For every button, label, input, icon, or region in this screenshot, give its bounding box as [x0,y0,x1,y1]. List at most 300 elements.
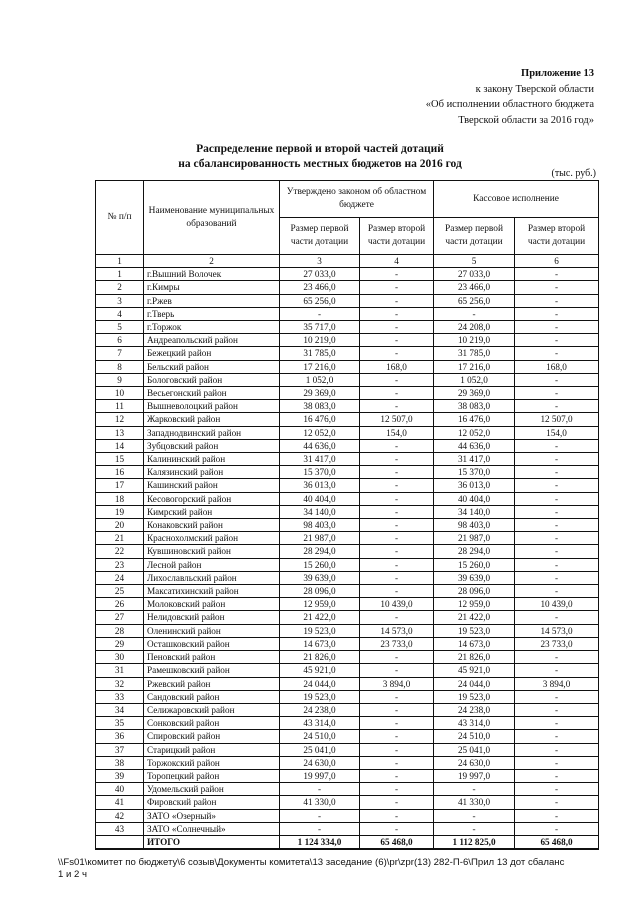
row-number: 35 [96,717,144,730]
cash-first-part: 23 466,0 [434,281,515,294]
row-number: 26 [96,598,144,611]
municipality-name: Бологовский район [144,373,280,386]
table-body [96,255,599,850]
table-row [96,519,599,532]
cash-first-part: 28 294,0 [434,545,515,558]
cash-first-part: 41 330,0 [434,796,515,809]
cash-second-part: - [515,611,599,624]
cash-second-part: - [515,294,599,307]
row-number: 25 [96,585,144,598]
municipality-name: Бельский район [144,360,280,373]
municipality-name: Старицкий район [144,743,280,756]
row-number: 31 [96,664,144,677]
subsidy-table [95,180,599,850]
row-number: 36 [96,730,144,743]
municipality-name: Кувшиновский район [144,545,280,558]
cash-second-part: - [515,571,599,584]
cash-second-part: - [515,307,599,320]
cash-second-part: 3 894,0 [515,677,599,690]
row-number: 42 [96,809,144,822]
approved-first-part: 19 997,0 [280,769,360,782]
cash-second-part: 12 507,0 [515,413,599,426]
cash-first-part: 45 921,0 [434,664,515,677]
row-number: 3 [96,294,144,307]
cash-first-part: 19 997,0 [434,769,515,782]
header-cash-first: Размер первой части дотации [434,218,515,255]
row-number: 10 [96,387,144,400]
row-number: 16 [96,466,144,479]
approved-first-part: 27 033,0 [280,268,360,281]
header-name: Наименование муниципальных образований [144,181,280,255]
cash-first-part: 24 238,0 [434,703,515,716]
cash-first-part: - [434,307,515,320]
approved-second-part: - [360,651,434,664]
approved-first-part: 40 404,0 [280,492,360,505]
approved-second-part: 14 573,0 [360,624,434,637]
table-row [96,307,599,320]
row-number: 20 [96,519,144,532]
cash-first-part: 44 636,0 [434,439,515,452]
municipality-name: Селижаровский район [144,703,280,716]
header-num: № п/п [96,181,144,255]
approved-second-part: - [360,439,434,452]
cash-first-part: 24 208,0 [434,321,515,334]
row-number: 28 [96,624,144,637]
approved-second-part: - [360,769,434,782]
cash-second-part: - [515,400,599,413]
approved-first-part: - [280,822,360,835]
table-row [96,769,599,782]
approved-second-part: - [360,690,434,703]
table-row [96,400,599,413]
cash-second-part: - [515,532,599,545]
approved-first-part: 34 140,0 [280,505,360,518]
cash-first-part: 24 044,0 [434,677,515,690]
cash-first-part: 21 987,0 [434,532,515,545]
row-number: 5 [96,321,144,334]
approved-second-part: - [360,558,434,571]
table-row [96,730,599,743]
cash-second-part: - [515,505,599,518]
approved-second-part: - [360,373,434,386]
approved-second-part: - [360,545,434,558]
row-number: 15 [96,453,144,466]
table-row [96,651,599,664]
cash-second-part: - [515,479,599,492]
cash-second-part: - [515,743,599,756]
row-number: 13 [96,426,144,439]
cash-first-part: 31 417,0 [434,453,515,466]
approved-first-part: 35 717,0 [280,321,360,334]
approved-second-part: - [360,585,434,598]
municipality-name: Осташковский район [144,637,280,650]
municipality-name: Спировский район [144,730,280,743]
municipality-name: Сандовский район [144,690,280,703]
approved-first-part: 1 052,0 [280,373,360,386]
file-path-footer [58,857,618,881]
table-row [96,677,599,690]
cash-second-part: - [515,545,599,558]
row-number: 37 [96,743,144,756]
municipality-name: Сонковский район [144,717,280,730]
header-approved-second: Размер второй части дотации [360,218,434,255]
approved-first-part: 21 422,0 [280,611,360,624]
municipality-name: Ржевский район [144,677,280,690]
cash-second-part: - [515,519,599,532]
table-row [96,426,599,439]
column-number: 5 [434,255,515,268]
municipality-name: Кесовогорский район [144,492,280,505]
approved-first-part: 17 216,0 [280,360,360,373]
table-row [96,294,599,307]
row-number: 19 [96,505,144,518]
approved-first-part: 28 294,0 [280,545,360,558]
row-number: 24 [96,571,144,584]
municipality-name: Калининский район [144,453,280,466]
total-approved-second-part: 65 468,0 [360,835,434,849]
table-row [96,690,599,703]
approved-first-part: - [280,809,360,822]
approved-second-part: - [360,519,434,532]
column-number: 1 [96,255,144,268]
header-approved: Утверждено законом об областном бюджете [280,181,434,218]
row-number: 2 [96,281,144,294]
approved-first-part: 19 523,0 [280,690,360,703]
table-row [96,373,599,386]
table-row [96,492,599,505]
table-row [96,532,599,545]
approved-first-part: 38 083,0 [280,400,360,413]
municipality-name: Кашинский район [144,479,280,492]
table-row [96,466,599,479]
approved-first-part: 19 523,0 [280,624,360,637]
municipality-name: Вышневолоцкий район [144,400,280,413]
approved-second-part: - [360,743,434,756]
approved-first-part: 36 013,0 [280,479,360,492]
table-row [96,611,599,624]
approved-second-part: - [360,466,434,479]
cash-first-part: 12 052,0 [434,426,515,439]
appendix-line-2: «Об исполнении областного бюджета [425,99,594,110]
row-number: 7 [96,347,144,360]
table-row [96,637,599,650]
approved-second-part: - [360,505,434,518]
municipality-name: ЗАТО «Озерный» [144,809,280,822]
cash-second-part: - [515,717,599,730]
row-number: 22 [96,545,144,558]
municipality-name: Нелидовский район [144,611,280,624]
cash-first-part: 36 013,0 [434,479,515,492]
cash-second-part: - [515,783,599,796]
table-row [96,413,599,426]
cash-second-part: - [515,796,599,809]
row-number: 23 [96,558,144,571]
approved-first-part: 28 096,0 [280,585,360,598]
column-numbers-row [96,255,599,268]
document-title [0,142,640,172]
row-number: 9 [96,373,144,386]
approved-second-part: - [360,492,434,505]
approved-second-part: - [360,611,434,624]
cash-first-part: - [434,822,515,835]
approved-first-part: 44 636,0 [280,439,360,452]
approved-second-part: - [360,796,434,809]
table-row [96,281,599,294]
approved-second-part: - [360,479,434,492]
municipality-name: Максатихинский район [144,585,280,598]
column-number: 2 [144,255,280,268]
cash-first-part: 1 052,0 [434,373,515,386]
approved-first-part: 41 330,0 [280,796,360,809]
cash-second-part: - [515,453,599,466]
document-title-line-2: на сбалансированность местных бюджетов на 2016 год [178,158,462,170]
approved-first-part: 12 959,0 [280,598,360,611]
municipality-name: Весьегонский район [144,387,280,400]
row-number: 18 [96,492,144,505]
row-number: 1 [96,268,144,281]
table-row [96,453,599,466]
cash-first-part: 34 140,0 [434,505,515,518]
municipality-name: Удомельский район [144,783,280,796]
approved-first-part: 15 260,0 [280,558,360,571]
row-number: 40 [96,783,144,796]
table-row [96,360,599,373]
table-row [96,571,599,584]
municipality-name: Краснохолмский район [144,532,280,545]
approved-first-part: 31 785,0 [280,347,360,360]
unit-label: (тыс. руб.) [551,168,596,179]
approved-second-part: - [360,268,434,281]
approved-second-part: 154,0 [360,426,434,439]
table-row [96,822,599,835]
municipality-name: г.Вышний Волочек [144,268,280,281]
cash-second-part: - [515,664,599,677]
column-number: 6 [515,255,599,268]
approved-first-part: 65 256,0 [280,294,360,307]
approved-second-part: - [360,664,434,677]
approved-second-part: - [360,294,434,307]
approved-first-part: 15 370,0 [280,466,360,479]
approved-second-part: - [360,400,434,413]
total-cash-first-part: 1 112 825,0 [434,835,515,849]
table-row [96,387,599,400]
approved-second-part: - [360,334,434,347]
row-number: 4 [96,307,144,320]
approved-second-part: 3 894,0 [360,677,434,690]
approved-first-part: 21 826,0 [280,651,360,664]
municipality-name: Оленинский район [144,624,280,637]
approved-second-part: 12 507,0 [360,413,434,426]
cash-second-part: - [515,690,599,703]
row-number: 43 [96,822,144,835]
cash-second-part: 14 573,0 [515,624,599,637]
cash-second-part: - [515,809,599,822]
approved-first-part: 21 987,0 [280,532,360,545]
cash-second-part: - [515,466,599,479]
total-row [96,835,599,849]
municipality-name: Кимрский район [144,505,280,518]
approved-first-part: - [280,307,360,320]
appendix-title: Приложение 13 [521,68,594,79]
approved-second-part: - [360,822,434,835]
municipality-name: Лесной район [144,558,280,571]
cash-first-part: 19 523,0 [434,690,515,703]
cash-first-part: 38 083,0 [434,400,515,413]
cash-first-part: 15 260,0 [434,558,515,571]
approved-second-part: - [360,532,434,545]
footer-line-2: 1 и 2 ч [58,869,88,880]
total-approved-first-part: 1 124 334,0 [280,835,360,849]
row-number: 34 [96,703,144,716]
approved-first-part: 25 041,0 [280,743,360,756]
table-row [96,598,599,611]
cash-first-part: 43 314,0 [434,717,515,730]
header-approved-first: Размер первой части дотации [280,218,360,255]
approved-second-part: - [360,730,434,743]
table-row [96,268,599,281]
approved-second-part: - [360,703,434,716]
table-row [96,743,599,756]
table-row [96,439,599,452]
table-row [96,334,599,347]
approved-second-part: 168,0 [360,360,434,373]
cash-second-part: - [515,558,599,571]
cash-first-part: 12 959,0 [434,598,515,611]
cash-first-part: 28 096,0 [434,585,515,598]
cash-first-part: 65 256,0 [434,294,515,307]
cash-first-part: 31 785,0 [434,347,515,360]
total-municipality-name: ИТОГО [144,835,280,849]
cash-second-part: - [515,321,599,334]
approved-first-part: 14 673,0 [280,637,360,650]
cash-first-part: 29 369,0 [434,387,515,400]
municipality-name: Торжокский район [144,756,280,769]
municipality-name: г.Кимры [144,281,280,294]
row-number: 32 [96,677,144,690]
row-number: 39 [96,769,144,782]
municipality-name: Жарковский район [144,413,280,426]
approved-second-part: - [360,783,434,796]
cash-first-part: 24 510,0 [434,730,515,743]
table-row [96,505,599,518]
table-row [96,664,599,677]
approved-first-part: - [280,783,360,796]
approved-first-part: 29 369,0 [280,387,360,400]
cash-second-part: - [515,651,599,664]
approved-first-part: 39 639,0 [280,571,360,584]
cash-second-part: - [515,585,599,598]
cash-second-part: - [515,492,599,505]
cash-first-part: 24 630,0 [434,756,515,769]
approved-first-part: 24 510,0 [280,730,360,743]
municipality-name: Рамешковский район [144,664,280,677]
approved-first-part: 31 417,0 [280,453,360,466]
cash-second-part: - [515,730,599,743]
cash-first-part: 10 219,0 [434,334,515,347]
cash-second-part: - [515,822,599,835]
table-row [96,703,599,716]
row-number: 33 [96,690,144,703]
approved-second-part: - [360,571,434,584]
approved-second-part: - [360,307,434,320]
approved-first-part: 43 314,0 [280,717,360,730]
table-row [96,796,599,809]
row-number: 11 [96,400,144,413]
table-row [96,809,599,822]
table-row [96,624,599,637]
cash-first-part: - [434,783,515,796]
cash-second-part: - [515,281,599,294]
row-number: 38 [96,756,144,769]
cash-second-part: - [515,756,599,769]
cash-first-part: 25 041,0 [434,743,515,756]
municipality-name: Андреапольский район [144,334,280,347]
approved-second-part: - [360,756,434,769]
approved-first-part: 24 630,0 [280,756,360,769]
cash-first-part: 98 403,0 [434,519,515,532]
table-row [96,585,599,598]
approved-first-part: 45 921,0 [280,664,360,677]
municipality-name: Зубцовский район [144,439,280,452]
approved-second-part: - [360,387,434,400]
cash-second-part: 154,0 [515,426,599,439]
cash-first-part: 21 422,0 [434,611,515,624]
row-number: 21 [96,532,144,545]
row-number: 30 [96,651,144,664]
approved-second-part: - [360,809,434,822]
approved-first-part: 16 476,0 [280,413,360,426]
row-number: 29 [96,637,144,650]
municipality-name: ЗАТО «Солнечный» [144,822,280,835]
row-number: 12 [96,413,144,426]
appendix-block [426,66,594,128]
table-row [96,321,599,334]
municipality-name: Торопецкий район [144,769,280,782]
cash-second-part: 23 733,0 [515,637,599,650]
appendix-line-3: Тверской области за 2016 год» [458,114,594,126]
cash-second-part: - [515,268,599,281]
cash-first-part: - [434,809,515,822]
table-row [96,783,599,796]
approved-second-part: - [360,717,434,730]
cash-first-part: 19 523,0 [434,624,515,637]
municipality-name: г.Торжок [144,321,280,334]
cash-first-part: 15 370,0 [434,466,515,479]
table-row [96,756,599,769]
cash-first-part: 39 639,0 [434,571,515,584]
municipality-name: г.Ржев [144,294,280,307]
cash-first-part: 17 216,0 [434,360,515,373]
header-cash: Кассовое исполнение [434,181,599,218]
approved-first-part: 12 052,0 [280,426,360,439]
cash-first-part: 14 673,0 [434,637,515,650]
table-row [96,479,599,492]
cash-first-part: 21 826,0 [434,651,515,664]
municipality-name: Западнодвинский район [144,426,280,439]
municipality-name: Калязинский район [144,466,280,479]
row-number: 14 [96,439,144,452]
row-number: 27 [96,611,144,624]
table-row [96,545,599,558]
approved-first-part: 10 219,0 [280,334,360,347]
cash-first-part: 16 476,0 [434,413,515,426]
cash-second-part: 168,0 [515,360,599,373]
cash-second-part: - [515,439,599,452]
table-row [96,558,599,571]
cash-second-part: - [515,347,599,360]
total-cash-second-part: 65 468,0 [515,835,599,849]
approved-first-part: 24 238,0 [280,703,360,716]
